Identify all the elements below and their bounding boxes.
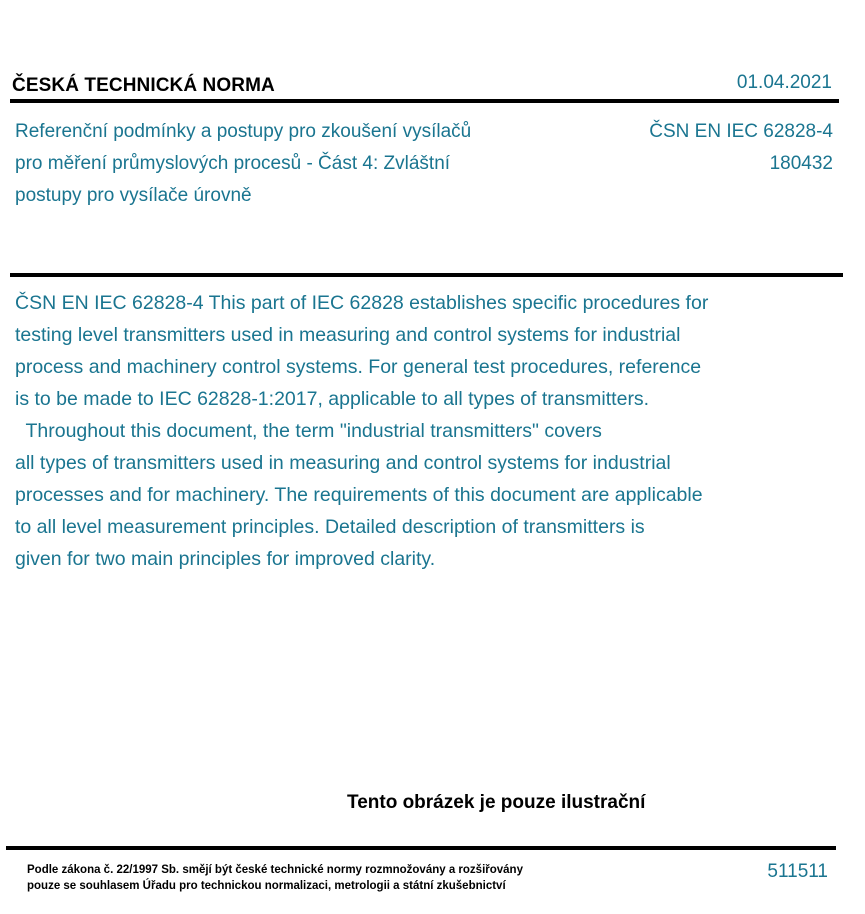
standard-designation-block	[649, 116, 833, 180]
illustrative-note: Tento obrázek je pouze ilustrační	[347, 792, 646, 813]
classification-code: 180432	[769, 153, 833, 174]
abstract-line: is to be made to IEC 62828-1:2017, applicable to all types of transmitters.	[15, 388, 650, 410]
standard-title-line: postupy pro vysílače úrovně	[15, 185, 252, 206]
standard-title-line: pro měření průmyslových procesů - Část 4: Zvláštní	[15, 153, 451, 174]
publication-date: 01.04.2021	[736, 72, 832, 93]
legal-notice	[27, 862, 523, 894]
header-divider	[10, 99, 839, 103]
document-type-heading: ČESKÁ TECHNICKÁ NORMA	[12, 75, 275, 96]
standard-designation: ČSN EN IEC 62828-4	[649, 121, 833, 142]
abstract-line: processes and for machinery. The requirements of this document are applicable	[15, 484, 703, 506]
legal-notice-line: Podle zákona č. 22/1997 Sb. smějí být české technické normy rozmnožovány a rozšiřovány	[27, 864, 523, 876]
abstract-line: to all level measurement principles. Detailed description of transmitters is	[15, 516, 645, 538]
footer-divider	[6, 846, 836, 850]
abstract-line: testing level transmitters used in measuring and control systems for industrial	[15, 324, 681, 346]
abstract-line: all types of transmitters used in measuring and control systems for industrial	[15, 452, 671, 474]
abstract-line: process and machinery control systems. For general test procedures, reference	[15, 356, 702, 378]
abstract-line: Throughout this document, the term "industrial transmitters" covers	[15, 420, 602, 442]
abstract-line: ČSN EN IEC 62828-4 This part of IEC 62828 establishes specific procedures for	[15, 292, 709, 314]
section-divider	[10, 273, 843, 277]
standard-title	[15, 116, 575, 212]
standard-title-line: Referenční podmínky a postupy pro zkoušení vysílačů	[15, 121, 472, 142]
abstract-text	[15, 287, 815, 575]
abstract-line: given for two main principles for improved clarity.	[15, 548, 436, 570]
legal-notice-line: pouze se souhlasem Úřadu pro technickou normalizaci, metrologii a státní zkušebnictví	[27, 880, 506, 892]
catalog-code: 511511	[767, 861, 828, 882]
